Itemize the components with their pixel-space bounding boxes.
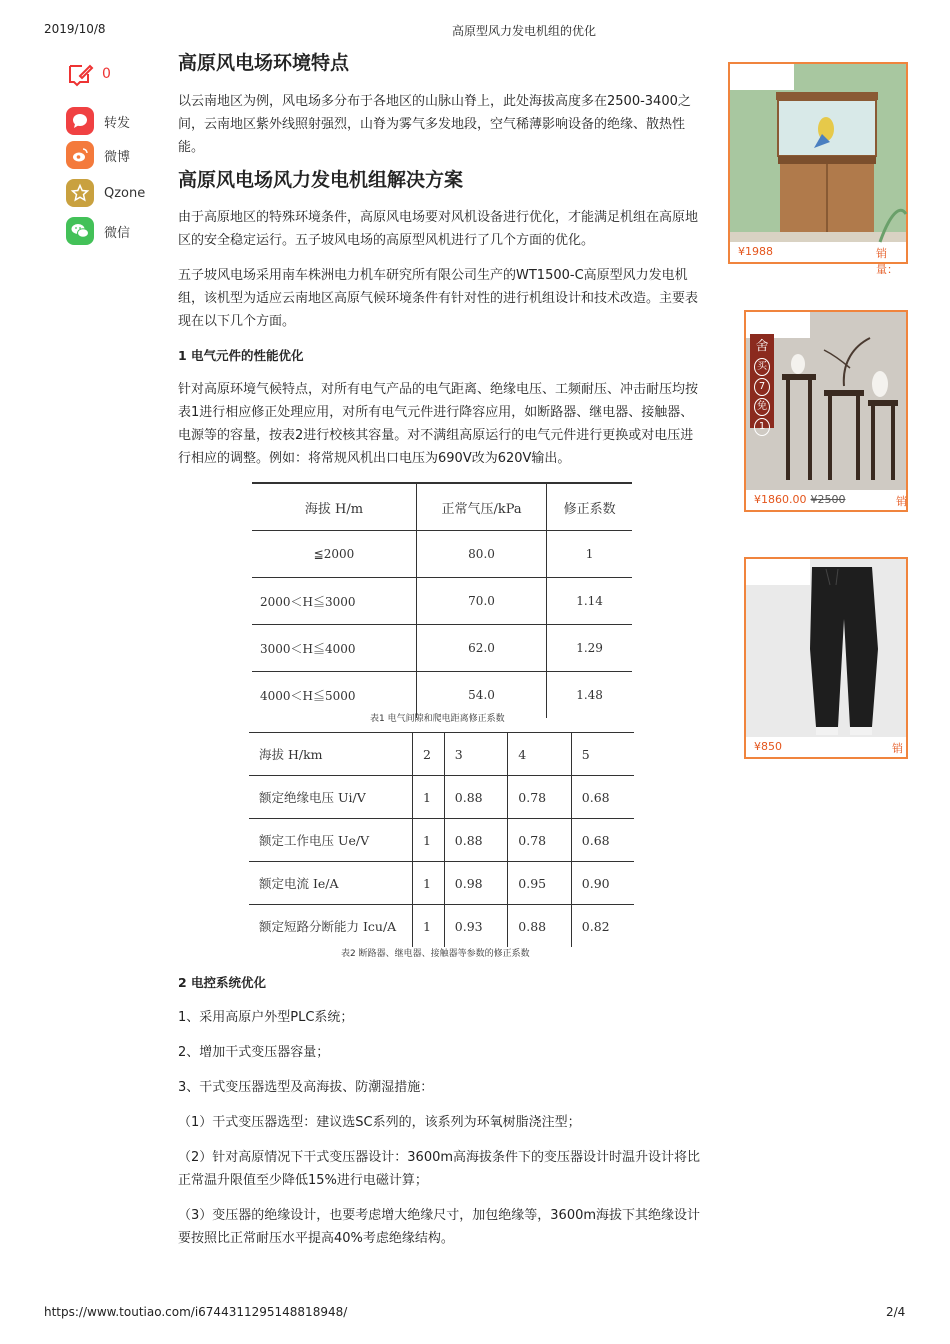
table-header: 修正系数 [547,483,632,531]
table-cell: 0.98 [444,862,507,905]
aquarium-product-image [730,64,906,242]
comment-edit-icon [66,60,94,88]
print-url: https://www.toutiao.com/i6744311295148818948/ [44,1305,348,1319]
subheading-control-system: 2 电控系统优化 [178,975,267,990]
list-item: 2、增加干式变压器容量； [178,1045,330,1060]
ad-price-current: ¥1860.00 [754,493,807,506]
table-cell: 额定电流 Ie/A [249,862,413,905]
ad-promo-char: 买 [754,358,770,376]
comment-button[interactable] [66,60,111,88]
table-cell: 0.68 [571,819,634,862]
table-cell: 62.0 [416,625,546,672]
paragraph-turbine-model: 五子坡风电场采用南车株洲电力机车研究所有限公司生产的WT1500-C高原型风力发电机组，该机型为适应云南地区高原气候环境条件有针对性的进行机组设计和技术改造。主要表现在以下几个方面。 [178,268,699,329]
table-row [249,733,634,776]
print-date: 2019/10/8 [44,22,106,36]
table-cell: 1 [413,819,445,862]
paragraph-electrical: 针对高原环境气候特点，对所有电气产品的电气距离、绝缘电压、工频耐压、冲击耐压均按表1进行相应修正处理应用，对所有电气元件进行降容应用，如断路器、继电器、接触器、电源等的容量，按表2进行校核其容量。对不满组高原运行的电气元件进行更换或对电压进行相应的调整。例如：将常规风机出口电压为690V改为620V输出。 [178,382,699,466]
list-item: 3、干式变压器选型及高海拔、防潮湿措施： [178,1080,434,1095]
section-heading-solution: 高原风电场风力发电机组解决方案 [178,169,464,191]
ad-card-aquarium[interactable] [728,62,908,276]
table-cell: 1 [413,776,445,819]
table-cell: 1 [547,531,632,578]
list-item: （1）干式变压器选型：建议选SC系列的，该系列为环氧树脂浇注型； [178,1115,581,1130]
table-cell: 1.29 [547,625,632,672]
share-qzone-label: Qzone [104,185,146,201]
ad-sales-label: 销 [896,495,907,508]
table-cell: 0.78 [508,776,571,819]
table-cell: 3 [444,733,507,776]
ad-sales-label: 销 [892,742,903,755]
subheading-electrical: 1 电气元件的性能优化 [178,348,304,363]
share-repost-label: 转发 [104,115,131,131]
weibo-icon [66,141,94,169]
table-cell: 0.78 [508,819,571,862]
ad-sales-label: 销量： [876,247,898,276]
table-cell: 4 [508,733,571,776]
table-row [252,625,632,672]
star-icon [66,179,94,207]
table-cell: 0.93 [444,905,507,948]
table-cell: ≦2000 [252,531,416,578]
table-cell: 70.0 [416,578,546,625]
table-cell: 1.14 [547,578,632,625]
pants-product-image [746,559,906,737]
ad-price: ¥850 [754,740,782,753]
table-cell: 54.0 [416,672,546,719]
table-cell: 海拔 H/km [249,733,413,776]
table-cell: 80.0 [416,531,546,578]
table-cell: 0.68 [571,776,634,819]
table-cell: 0.88 [444,776,507,819]
altitude-correction-table [252,482,632,718]
share-weibo[interactable] [66,141,130,169]
ad-card-flower-stand[interactable] [744,310,908,512]
list-item: （3）变压器的绝缘设计，也要考虑增大绝缘尺寸，加包绝缘等，3600m海拔下其绝缘设计要按照比正常耐压水平提高40%考虑绝缘结构。 [178,1208,701,1246]
table-cell: 0.88 [508,905,571,948]
table-row [252,578,632,625]
table-cell: 额定工作电压 Ue/V [249,819,413,862]
print-title: 高原型风力发电机组的优化 [452,24,597,38]
ad-price [754,493,846,506]
table-cell: 1.48 [547,672,632,719]
comment-count: 0 [102,66,111,82]
table-row [249,862,634,905]
ad-price-original: ¥2500 [810,493,846,506]
chat-bubble-icon [66,107,94,135]
ad-promo-char: 舍 [755,339,769,354]
breaker-correction-table [249,732,634,947]
table-row [252,531,632,578]
table-header-row [252,483,632,531]
table1-caption: 表1 电气间隙和爬电距离修正系数 [370,714,505,724]
share-repost[interactable] [66,107,130,135]
list-item: 1、采用高原户外型PLC系统； [178,1010,354,1025]
share-weibo-label: 微博 [104,149,131,165]
section-heading-environment: 高原风电场环境特点 [178,52,350,74]
table-row [249,905,634,948]
table2-caption: 表2 断路器、继电器、接触器等参数的修正系数 [341,949,530,959]
paragraph-solution-intro: 由于高原地区的特殊环境条件，高原风电场要对风机设备进行优化，才能满足机组在高原地区的安全稳定运行。五子坡风电场的高原型风机进行了几个方面的优化。 [178,210,699,248]
table-cell: 0.95 [508,862,571,905]
table-header: 正常气压/kPa [416,483,546,531]
print-page-number: 2/4 [886,1305,906,1319]
wechat-icon [66,217,94,245]
share-wechat[interactable] [66,217,130,245]
share-qzone[interactable] [66,179,145,207]
table-cell: 额定短路分断能力 Icu/A [259,919,397,934]
share-wechat-label: 微信 [104,225,131,241]
table-row [249,776,634,819]
ad-promo-char: 7 [754,378,770,396]
list-item: （2）针对高原情况下干式变压器设计：3600m高海拔条件下的变压器设计时温升设计将比正常温升限值至少降低15%进行电磁计算； [178,1150,701,1188]
table-cell: 4000＜H≦5000 [260,688,356,703]
table-cell: 0.88 [444,819,507,862]
table-cell: 0.82 [571,905,634,948]
table-row [249,819,634,862]
ad-promo-char: 1 [754,418,770,436]
ad-promo-tag [754,338,770,436]
table-header: 海拔 H/m [252,483,416,531]
table-cell: 5 [571,733,634,776]
ad-card-pants[interactable] [744,557,908,759]
table-cell: 3000＜H≦4000 [252,625,416,672]
table-cell: 2000＜H≦3000 [252,578,416,625]
table-cell: 0.90 [571,862,634,905]
table-cell: 额定绝缘电压 Ui/V [249,776,413,819]
table-cell: 2 [413,733,445,776]
ad-price: ¥1988 [738,245,773,258]
flower-stand-product-image [746,312,906,490]
paragraph-environment: 以云南地区为例，风电场多分布于各地区的山脉山脊上，此处海拔高度多在2500-3400之间，云南地区紫外线照射强烈，山脊为雾气多发地段，空气稀薄影响设备的绝缘、散热性能。 [178,94,691,155]
ad-promo-char: 免 [754,398,770,416]
table-cell: 1 [413,862,445,905]
table-cell: 1 [413,905,445,948]
